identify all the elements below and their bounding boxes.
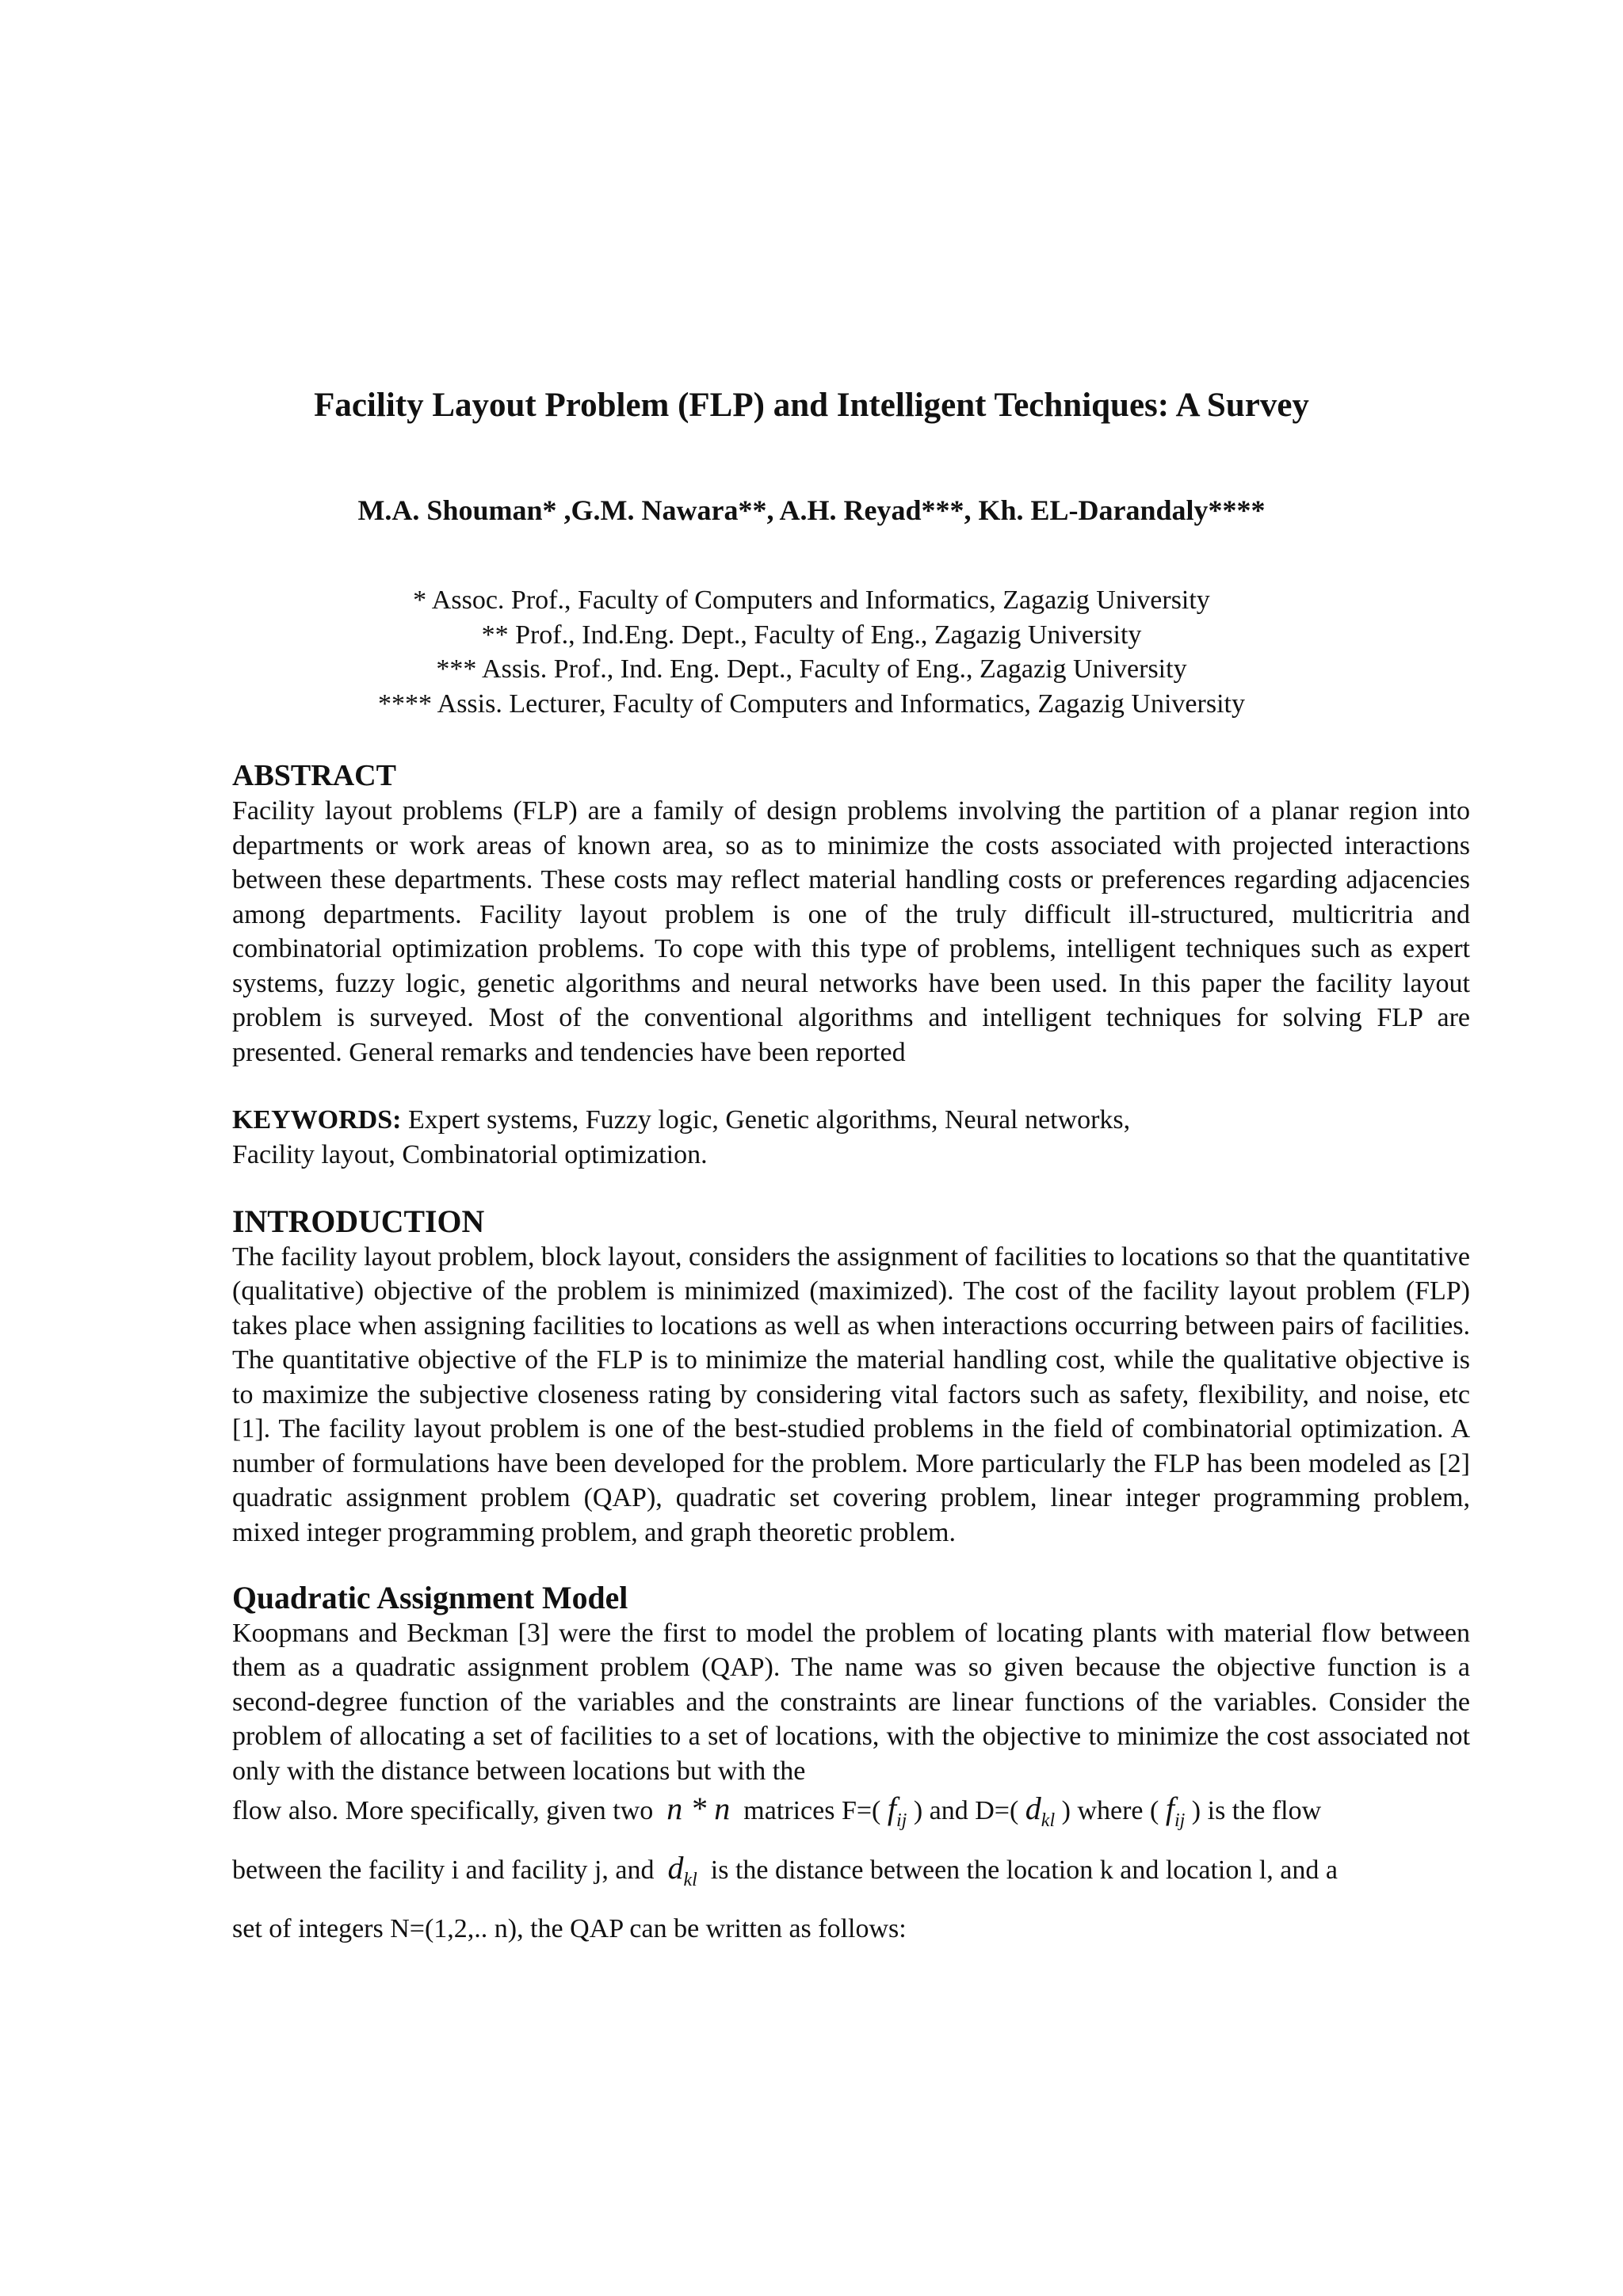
math-d-base-2: d [667, 1850, 684, 1886]
keywords-label: KEYWORDS: [232, 1105, 402, 1135]
introduction-text: The facility layout problem, block layout, considers the assignment of facilities to locations so that the quantitative (qualitative) objective of the problem is minimized (maximized). The cost of the facility layout problem (FLP) takes place when assigning facilities to locations as well as when interactions occurring between pairs of facilities. The quantitative objective of the FLP is to minimize the material handling cost, while the qualitative objective is to maximize the subjective closeness rating by considering vital factors such as safety, flexibility, and noise, etc [1]. The facility layout problem is one of the best-studied problems in the field of combinatorial optimization. A number of formulations have been developed for the problem. More particularly the FLP has been modeled as [2] quadratic assignment problem (QAP), quadratic set covering problem, linear integer programming problem, mixed integer programming problem, and graph theoretic problem. [232, 1241, 1470, 1547]
affiliations [0, 583, 1623, 721]
qap-line-a-part-3: ) and D=( [913, 1796, 1019, 1825]
keywords-line-2: Facility layout, Combinatorial optimization. [232, 1139, 708, 1169]
keywords [232, 1103, 1470, 1172]
qap-integers-line: set of integers N=(1,2,.. n), the QAP can be written as follows: [232, 1914, 907, 1943]
qap-text: Koopmans and Beckman [3] were the first to model the problem of locating plants with material flow between them as a quadratic assignment problem (QAP). The name was so given because the objective function is a second-degree function of the variables and the constraints are linear functions of the variables. Consider the problem of allocating a set of facilities to a set of locations, with the objective to minimize the cost associated not only with the distance between locations but with the [232, 1618, 1470, 1786]
abstract-heading: ABSTRACT [232, 759, 396, 792]
keywords-line-1: Expert systems, Fuzzy logic, Genetic algorithms, Neural networks, [407, 1105, 1131, 1135]
qap-line-a-part-1: flow also. More specifically, given two [232, 1796, 654, 1825]
qap-line-a-part-4: ) where ( [1061, 1796, 1159, 1825]
introduction-heading: INTRODUCTION [232, 1204, 485, 1239]
math-d-kl-2 [667, 1850, 697, 1890]
qap-heading: Quadratic Assignment Model [232, 1581, 628, 1615]
qap-line-b-part-1: between the facility i and facility j, and [232, 1855, 655, 1885]
qap-matrix-line [232, 1788, 1470, 1841]
math-f-base: f [887, 1791, 896, 1826]
qap-line-b-part-2: is the distance between the location k and location l, and a [710, 1855, 1338, 1885]
math-f-sub-2: ij [1174, 1810, 1186, 1831]
math-d-base: d [1025, 1791, 1041, 1826]
math-n-times-n: n * n [666, 1791, 731, 1826]
qap-distance-line [232, 1846, 1470, 1902]
affiliation-4: **** Assis. Lecturer, Faculty of Computers and Informatics, Zagazig University [378, 688, 1245, 719]
affiliation-1: * Assoc. Prof., Faculty of Computers and Informatics, Zagazig University [413, 585, 1210, 615]
math-f-ij [887, 1791, 907, 1831]
qap-line-a-part-5: ) is the flow [1191, 1796, 1322, 1825]
math-f-ij-2 [1165, 1791, 1186, 1831]
paper-title: Facility Layout Problem (FLP) and Intelligent Techniques: A Survey [314, 387, 1309, 424]
math-d-sub-2: kl [683, 1870, 697, 1890]
math-d-kl [1025, 1791, 1056, 1831]
math-d-sub: kl [1041, 1810, 1056, 1831]
affiliation-2: ** Prof., Ind.Eng. Dept., Faculty of Eng., Zagazig University [481, 620, 1142, 650]
affiliation-3: *** Assis. Prof., Ind. Eng. Dept., Faculty of Eng., Zagazig University [436, 654, 1187, 684]
author-list: M.A. Shouman* ,G.M. Nawara**, A.H. Reyad***, Kh. EL-Darandaly**** [357, 494, 1266, 526]
math-f-sub: ij [896, 1810, 907, 1831]
abstract-text: Facility layout problems (FLP) are a family of design problems involving the partition of a planar region into departments or work areas of known area, so as to minimize the costs associated with projected interactions between these departments. These costs may reflect material handling costs or preferences regarding adjacencies among departments. Facility layout problem is one of the truly difficult ill-structured, multicritria and combinatorial optimization problems. To cope with this type of problems, intelligent techniques such as expert systems, fuzzy logic, genetic algorithms and neural networks have been used. In this paper the facility layout problem is surveyed. Most of the conventional algorithms and intelligent techniques for solving FLP are presented. General remarks and tendencies have been reported [232, 796, 1470, 1067]
paper-body [232, 757, 1470, 1951]
math-f-base-2: f [1165, 1791, 1174, 1826]
qap-line-a-part-2: matrices F=( [743, 1796, 881, 1825]
